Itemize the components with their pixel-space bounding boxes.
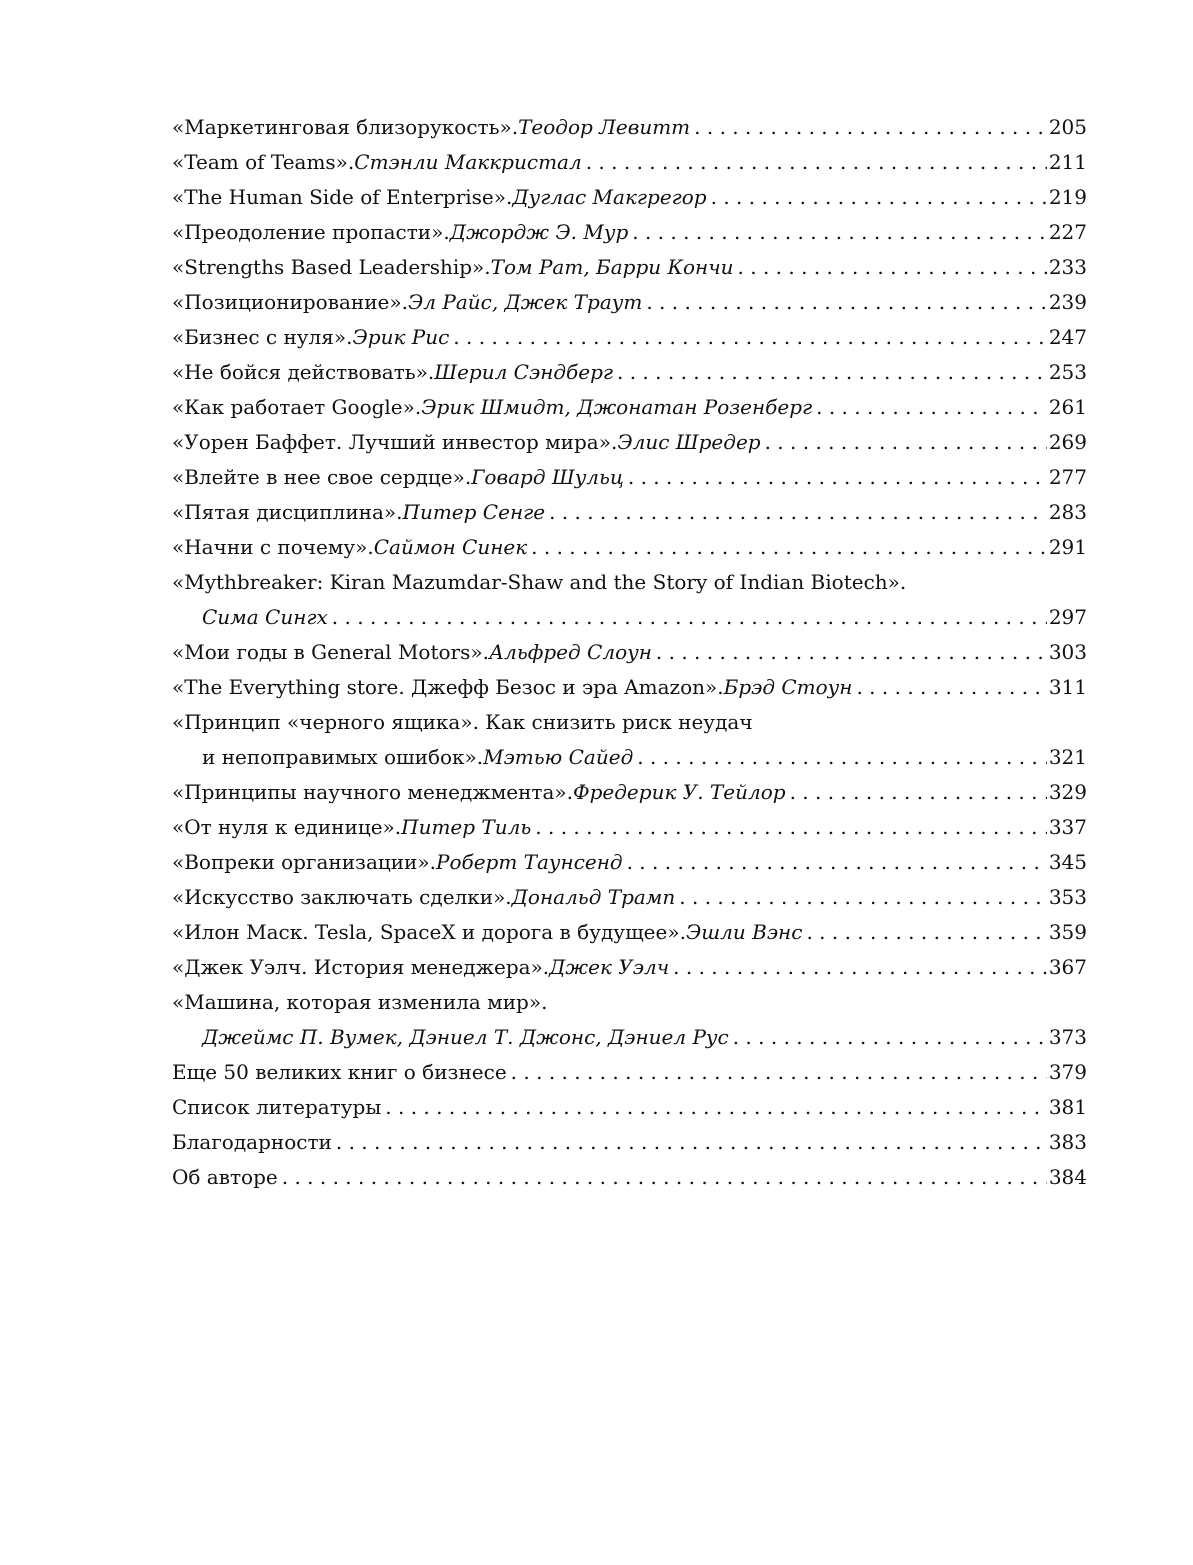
dot-leader xyxy=(332,600,1047,635)
toc-line xyxy=(172,145,1087,180)
toc-line xyxy=(172,1020,1087,1055)
toc-entry xyxy=(172,1090,1087,1125)
toc-line xyxy=(172,600,1087,635)
dot-leader xyxy=(453,320,1047,355)
entry-title: Еще 50 великих книг о бизнесе xyxy=(172,1060,507,1084)
entry-author: Мэтью Сайед xyxy=(483,745,634,769)
entry-title: «От нуля к единице». xyxy=(172,815,402,839)
dot-leader xyxy=(336,1125,1047,1160)
toc-line xyxy=(172,530,1087,565)
toc-entry xyxy=(172,635,1087,670)
toc-entry xyxy=(172,1055,1087,1090)
entry-title: Об авторе xyxy=(172,1165,278,1189)
dot-leader xyxy=(738,250,1047,285)
toc-line xyxy=(172,740,1087,775)
toc-entry xyxy=(172,1125,1087,1160)
dot-leader xyxy=(733,1020,1047,1055)
page-number: 353 xyxy=(1048,885,1087,909)
toc-entry xyxy=(172,495,1087,530)
toc-entry xyxy=(172,670,1087,705)
page-number: 297 xyxy=(1048,605,1087,629)
entry-author: Джеймс П. Вумек, Дэниел Т. Джонс, Дэниел Рус xyxy=(202,1025,729,1049)
toc-line xyxy=(172,215,1087,250)
toc-entry xyxy=(172,1160,1087,1195)
entry-author: Шерил Сэндберг xyxy=(434,360,613,384)
toc-entry xyxy=(172,915,1087,950)
toc-entry xyxy=(172,460,1087,495)
dot-leader xyxy=(628,460,1047,495)
entry-author: Эрик Шмидт, Джонатан Розенберг xyxy=(421,395,813,419)
entry-author: Эрик Рис xyxy=(352,325,450,349)
toc-line xyxy=(172,915,1087,950)
dot-leader xyxy=(656,635,1047,670)
toc-entry xyxy=(172,810,1087,845)
toc-entry xyxy=(172,950,1087,985)
entry-author: Дональд Трамп xyxy=(511,885,676,909)
table-of-contents xyxy=(172,110,1087,1195)
toc-line xyxy=(172,390,1087,425)
page-number: 381 xyxy=(1048,1095,1087,1119)
page-number: 227 xyxy=(1048,220,1087,244)
toc-line xyxy=(172,285,1087,320)
entry-title: «Бизнес с нуля». xyxy=(172,325,353,349)
toc-entry xyxy=(172,565,1087,635)
dot-leader xyxy=(694,110,1047,145)
entry-title: «Вопреки организации». xyxy=(172,850,436,874)
dot-leader xyxy=(531,530,1047,565)
toc-line xyxy=(172,1055,1087,1090)
entry-title: «Мои годы в General Motors». xyxy=(172,640,489,664)
page-number: 233 xyxy=(1048,255,1087,279)
toc-entry xyxy=(172,215,1087,250)
page-number: 345 xyxy=(1048,850,1087,874)
toc-line xyxy=(172,1125,1087,1160)
page-number: 261 xyxy=(1048,395,1087,419)
entry-title: «Уорен Баффет. Лучший инвестор мира». xyxy=(172,430,618,454)
entry-title: «Позиционирование». xyxy=(172,290,408,314)
page-number: 211 xyxy=(1048,150,1087,174)
toc-line xyxy=(172,495,1087,530)
entry-author: Эшли Вэнс xyxy=(685,920,803,944)
toc-entry xyxy=(172,775,1087,810)
toc-entry xyxy=(172,355,1087,390)
entry-title: «Пятая дисциплина». xyxy=(172,500,403,524)
entry-title: «Strengths Based Leadership». xyxy=(172,255,491,279)
toc-line xyxy=(172,635,1087,670)
page-number: 311 xyxy=(1048,675,1087,699)
dot-leader xyxy=(627,845,1047,880)
entry-title: и непоправимых ошибок». xyxy=(202,745,484,769)
page-number: 329 xyxy=(1048,780,1087,804)
entry-author: Говард Шульц xyxy=(471,465,624,489)
entry-author: Альфред Слоун xyxy=(488,640,652,664)
toc-line xyxy=(172,985,1087,1020)
page-number: 219 xyxy=(1048,185,1087,209)
page-number: 269 xyxy=(1048,430,1087,454)
entry-title: «Джек Уэлч. История менеджера». xyxy=(172,955,550,979)
dot-leader xyxy=(711,180,1047,215)
entry-author: Эл Райс, Джек Траут xyxy=(407,290,643,314)
page-number: 239 xyxy=(1048,290,1087,314)
page-number: 359 xyxy=(1048,920,1087,944)
entry-title: «Влейте в нее свое сердце». xyxy=(172,465,472,489)
entry-title: «Принцип «черного ящика». Как снизить риск неудач xyxy=(172,710,753,734)
entry-title: «The Human Side of Enterprise». xyxy=(172,185,513,209)
toc-entry xyxy=(172,180,1087,215)
entry-title: «Начни с почему». xyxy=(172,535,374,559)
entry-title: «The Everything store. Джефф Безос и эра Amazon». xyxy=(172,675,724,699)
toc-line xyxy=(172,355,1087,390)
toc-entry xyxy=(172,705,1087,775)
page-number: 373 xyxy=(1048,1025,1087,1049)
toc-line xyxy=(172,670,1087,705)
toc-entry xyxy=(172,390,1087,425)
toc-line xyxy=(172,460,1087,495)
page-number: 277 xyxy=(1048,465,1087,489)
toc-entry xyxy=(172,845,1087,880)
page-number: 367 xyxy=(1048,955,1087,979)
toc-entry xyxy=(172,530,1087,565)
dot-leader xyxy=(586,145,1047,180)
page-number: 321 xyxy=(1048,745,1087,769)
entry-author: Фредерик У. Тейлор xyxy=(573,780,786,804)
entry-author: Джек Уэлч xyxy=(549,955,670,979)
entry-author: Роберт Таунсенд xyxy=(435,850,623,874)
toc-line xyxy=(172,1160,1087,1195)
toc-entry xyxy=(172,425,1087,460)
entry-title: Благодарности xyxy=(172,1130,332,1154)
dot-leader xyxy=(282,1160,1047,1195)
page-number: 205 xyxy=(1048,115,1087,139)
entry-title: «Принципы научного менеджмента». xyxy=(172,780,574,804)
toc-entry xyxy=(172,145,1087,180)
toc-line xyxy=(172,880,1087,915)
toc-line xyxy=(172,110,1087,145)
page-number: 379 xyxy=(1048,1060,1087,1084)
page-number: 337 xyxy=(1048,815,1087,839)
entry-author: Теодор Левитт xyxy=(518,115,691,139)
dot-leader xyxy=(617,355,1047,390)
entry-author: Дуглас Макгрегор xyxy=(512,185,707,209)
entry-title: «Илон Маск. Tesla, SpaceX и дорога в будущее». xyxy=(172,920,686,944)
dot-leader xyxy=(816,390,1047,425)
entry-author: Том Рат, Барри Кончи xyxy=(490,255,734,279)
page-number: 253 xyxy=(1048,360,1087,384)
entry-title: «Как работает Google». xyxy=(172,395,422,419)
dot-leader xyxy=(632,215,1047,250)
entry-author: Элис Шредер xyxy=(617,430,761,454)
entry-title: «Преодоление пропасти». xyxy=(172,220,450,244)
entry-title: «Mythbreaker: Kiran Mazumdar-Shaw and the Story of Indian Biotech». xyxy=(172,570,907,594)
dot-leader xyxy=(511,1055,1047,1090)
dot-leader xyxy=(549,495,1047,530)
dot-leader xyxy=(385,1090,1047,1125)
page-number: 383 xyxy=(1048,1130,1087,1154)
entry-author: Сима Сингх xyxy=(202,605,328,629)
toc-entry xyxy=(172,110,1087,145)
toc-line xyxy=(172,565,1087,600)
toc-line xyxy=(172,845,1087,880)
entry-author: Брэд Стоун xyxy=(723,675,853,699)
dot-leader xyxy=(535,810,1047,845)
dot-leader xyxy=(806,915,1046,950)
toc-entry xyxy=(172,320,1087,355)
toc-line xyxy=(172,775,1087,810)
page-number: 384 xyxy=(1048,1165,1087,1189)
dot-leader xyxy=(765,425,1047,460)
page-number: 283 xyxy=(1048,500,1087,524)
page-number: 291 xyxy=(1048,535,1087,559)
dot-leader xyxy=(679,880,1047,915)
page-number: 247 xyxy=(1048,325,1087,349)
entry-author: Питер Сенге xyxy=(402,500,546,524)
toc-line xyxy=(172,425,1087,460)
toc-line xyxy=(172,810,1087,845)
toc-line xyxy=(172,705,1087,740)
entry-author: Питер Тиль xyxy=(401,815,532,839)
entry-author: Джордж Э. Мур xyxy=(449,220,629,244)
toc-entry xyxy=(172,285,1087,320)
dot-leader xyxy=(646,285,1047,320)
dot-leader xyxy=(673,950,1047,985)
toc-line xyxy=(172,250,1087,285)
toc-entry xyxy=(172,985,1087,1055)
dot-leader xyxy=(790,775,1047,810)
toc-line xyxy=(172,950,1087,985)
toc-line xyxy=(172,320,1087,355)
toc-entry xyxy=(172,880,1087,915)
entry-title: «Team of Teams». xyxy=(172,150,355,174)
page-number: 303 xyxy=(1048,640,1087,664)
dot-leader xyxy=(856,670,1046,705)
entry-title: Список литературы xyxy=(172,1095,382,1119)
entry-author: Саймон Синек xyxy=(373,535,528,559)
toc-line xyxy=(172,1090,1087,1125)
dot-leader xyxy=(637,740,1047,775)
toc-line xyxy=(172,180,1087,215)
entry-title: «Маркетинговая близорукость». xyxy=(172,115,519,139)
toc-entry xyxy=(172,250,1087,285)
entry-title: «Машина, которая изменила мир». xyxy=(172,990,548,1014)
entry-title: «Не бойся действовать». xyxy=(172,360,435,384)
entry-author: Стэнли Маккристал xyxy=(354,150,582,174)
entry-title: «Искусство заключать сделки». xyxy=(172,885,512,909)
